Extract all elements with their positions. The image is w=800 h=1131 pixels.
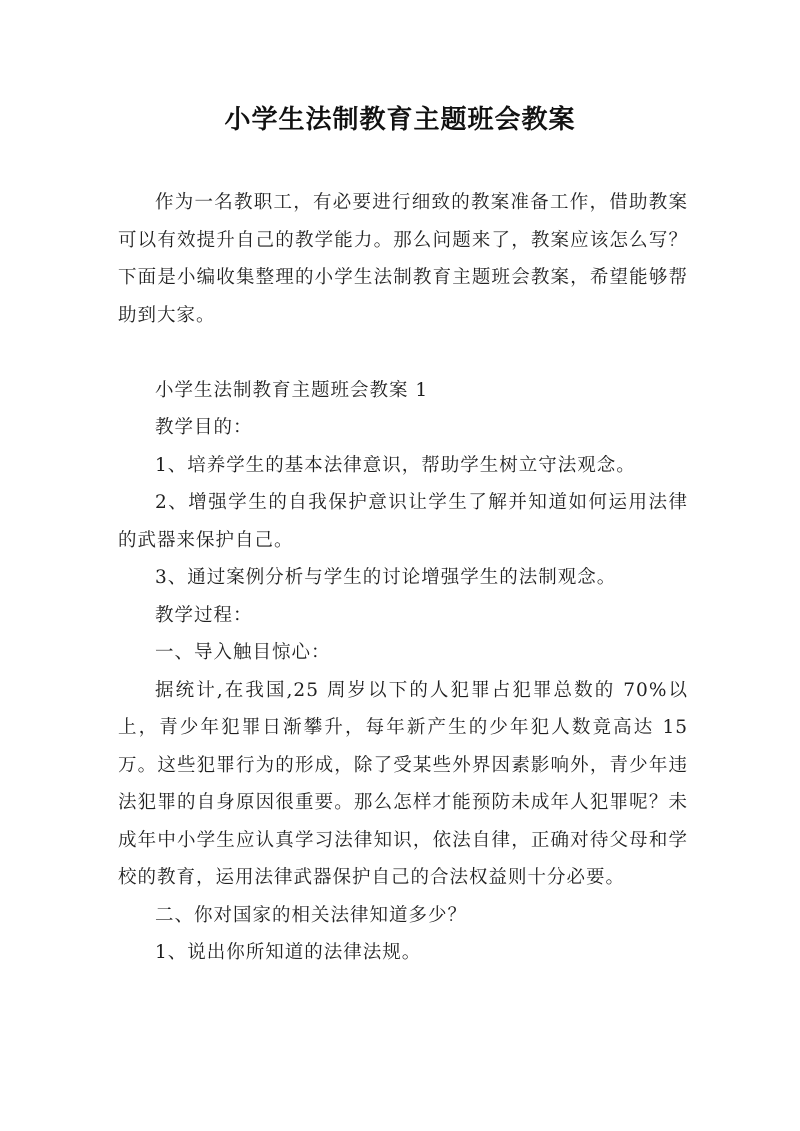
process-step-1-heading: 一、导入触目惊心：	[155, 642, 331, 663]
law-question-item-1: 1、说出你所知道的法律法规。	[155, 942, 422, 963]
statistics-paragraph: 据统计,在我国,25 周岁以下的人犯罪占犯罪总数的 70%以上，青少年犯罪日渐攀升，每年新产生的少年犯人数竟高达 15 万。这些犯罪行为的形成，除了受某些外界因素影响外，青少年违法犯罪的自身原因很重要。那么怎样才能预防未成年人犯罪呢？未成年中小学生应认真学习法律知识，依法自律，正确对待父母和学校的教育，运用法律武器保护自己的合法权益则十分必要。	[118, 679, 688, 888]
page-title: 小学生法制教育主题班会教案	[224, 105, 576, 135]
goal-item-3: 3、通过案例分析与学生的讨论增强学生的法制观念。	[155, 567, 617, 588]
document-body	[118, 184, 688, 972]
goal-item-1: 1、培养学生的基本法律意识，帮助学生树立守法观念。	[155, 454, 636, 476]
intro-paragraph: 作为一名教职工，有必要进行细致的教案准备工作，借助教案可以有效提升自己的教学能力。那么问题来了，教案应该怎么写？下面是小编收集整理的小学生法制教育主题班会教案，希望能够帮助到大家。	[118, 192, 688, 326]
teaching-goals-heading: 教学目的：	[155, 417, 253, 438]
paragraph-spacer	[118, 334, 688, 372]
section-heading: 小学生法制教育主题班会教案 1	[155, 379, 429, 401]
process-step-2-heading: 二、你对国家的相关法律知道多少？	[155, 904, 468, 926]
teaching-process-heading: 教学过程：	[155, 604, 253, 626]
goal-item-2: 2、增强学生的自我保护意识让学生了解并知道如何运用法律的武器来保护自己。	[118, 492, 688, 551]
